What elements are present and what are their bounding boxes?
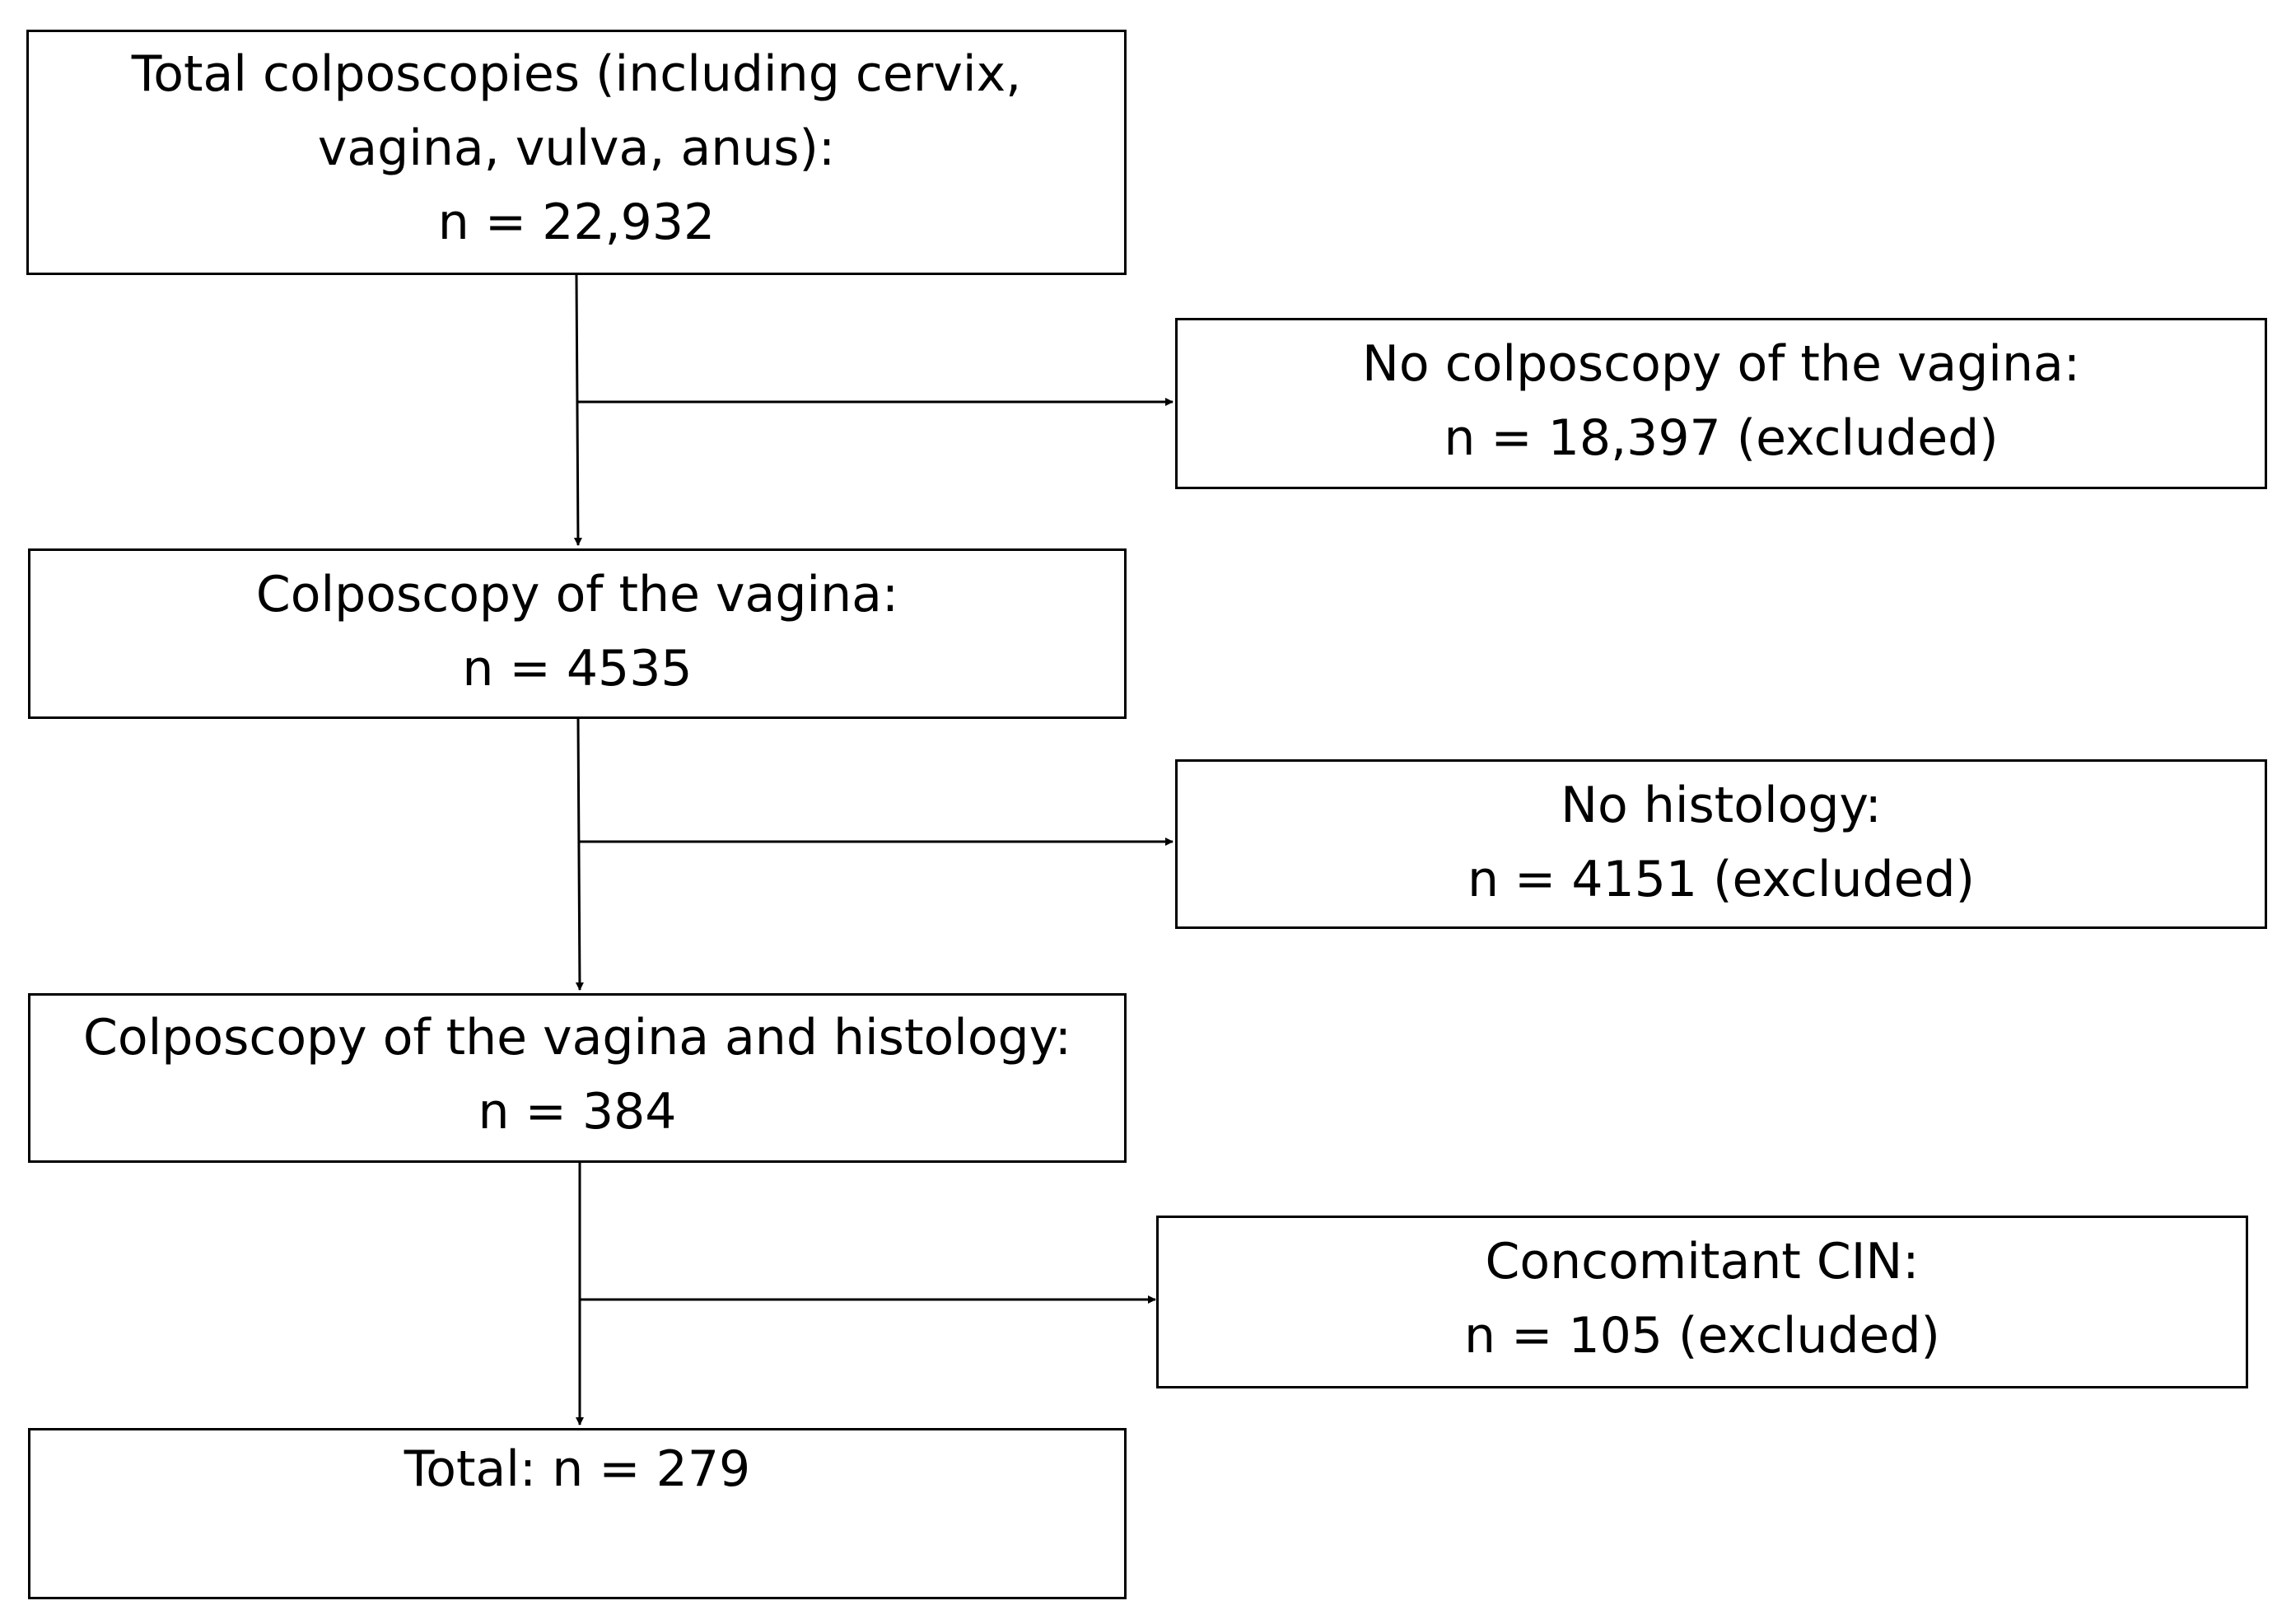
box-text-line: Total: n = 279 bbox=[404, 1440, 751, 1498]
box-text-line: No colposcopy of the vagina: bbox=[1362, 335, 2080, 393]
box-text-line: Total colposcopies (including cervix, bbox=[131, 45, 1022, 103]
box-total-final bbox=[28, 1428, 1127, 1599]
box-exclusion-no-histology bbox=[1175, 759, 2267, 929]
box-colposcopy-vagina-histology bbox=[28, 993, 1127, 1163]
box-text-line: n = 4151 (excluded) bbox=[1467, 851, 1976, 908]
box-text-line: n = 18,397 (excluded) bbox=[1444, 409, 1999, 467]
box-exclusion-no-colposcopy-vagina bbox=[1175, 318, 2267, 489]
box-text-line: Concomitant CIN: bbox=[1485, 1233, 1920, 1290]
box-text-line: n = 4535 bbox=[462, 640, 693, 698]
box-text-line: n = 384 bbox=[478, 1083, 677, 1141]
box-total-colposcopies bbox=[26, 30, 1127, 275]
arrow-step2-to-step3 bbox=[578, 719, 580, 990]
box-exclusion-concomitant-cin bbox=[1156, 1216, 2248, 1388]
box-colposcopy-vagina bbox=[28, 548, 1127, 719]
box-text-line: Colposcopy of the vagina: bbox=[255, 566, 899, 623]
box-text-line: vagina, vulva, anus): bbox=[317, 119, 836, 177]
arrow-step1-to-step2 bbox=[576, 275, 578, 545]
box-text-line: Colposcopy of the vagina and histology: bbox=[83, 1009, 1071, 1066]
box-text-line: n = 22,932 bbox=[437, 194, 716, 251]
box-text-line: No histology: bbox=[1561, 777, 1882, 834]
box-text-line: n = 105 (excluded) bbox=[1464, 1307, 1940, 1365]
